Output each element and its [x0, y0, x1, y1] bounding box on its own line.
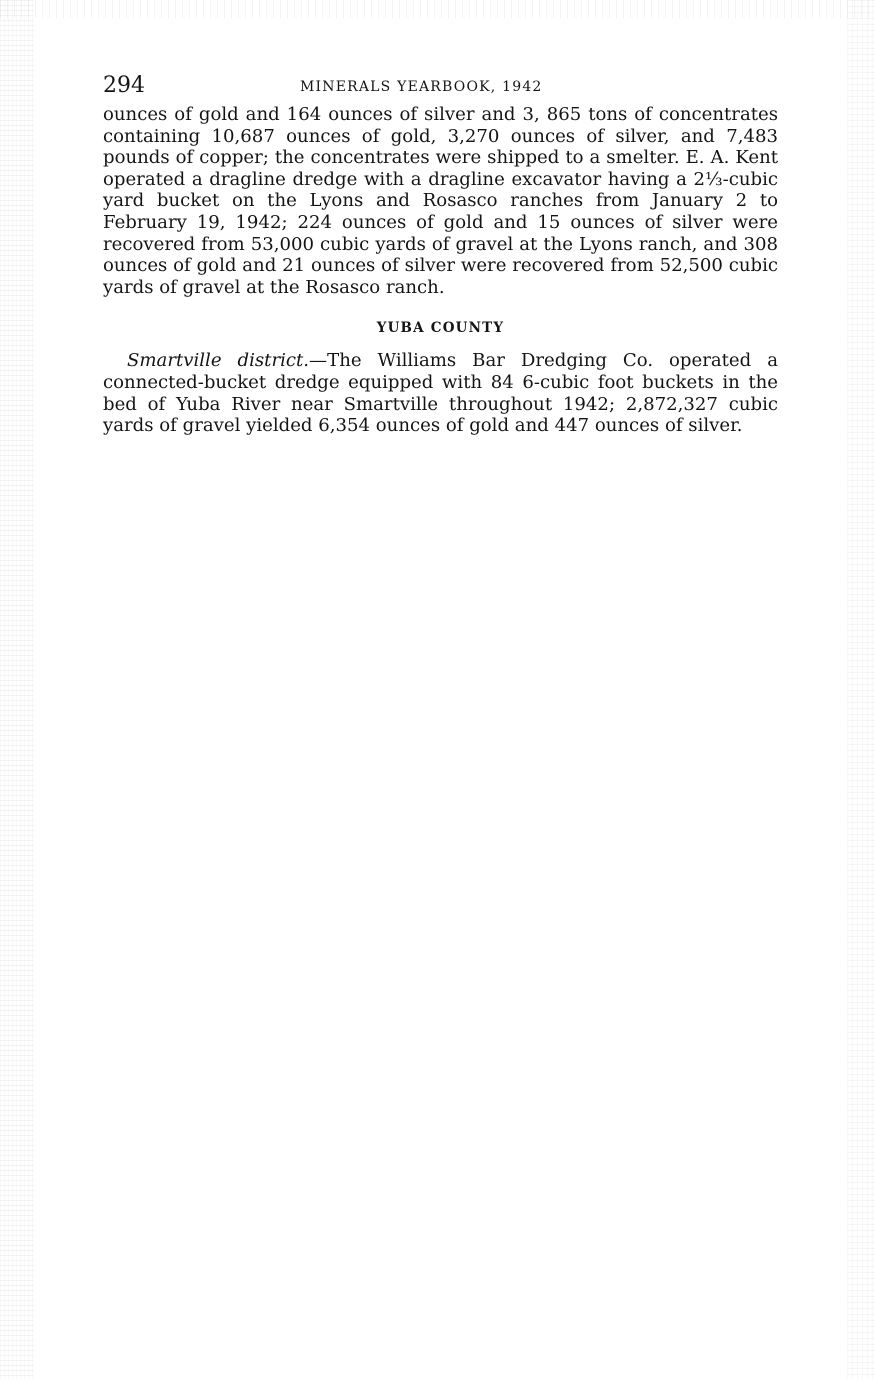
page-number: 294 — [103, 73, 145, 98]
paragraph-2-lead: Smartville district. — [127, 350, 310, 372]
section-title: YUBA COUNTY — [376, 320, 505, 337]
scan-edge-noise-left — [0, 0, 34, 1380]
scan-edge-noise-right — [847, 0, 875, 1380]
paragraph-1: ounces of gold and 164 ounces of silver and 3, 865 tons of concentrates containing 10,687 ounces of gold, 3,270 ounces of silver, and 7,483 pounds of copper; the concentrates were shipped to a smelter. E. A. Kent operated a dragline dredge with a dragline excavator having a 2⅓-cubic yard bucket on the Lyons and Rosasco ranches from January 2 to February 19, 1942; 224 ounces of gold and 15 ounces of silver were recovered from 53,000 cubic yards of gravel at the Lyons ranch, and 308 ounces of gold and 21 ounces of silver were recovered from 52,500 cubic yards of gravel at the Rosasco ranch. — [103, 104, 778, 298]
running-head: MINERALS YEARBOOK, 1942 — [300, 79, 543, 95]
scan-edge-noise-top — [0, 0, 875, 18]
page-header — [103, 72, 778, 104]
paragraph-2 — [103, 350, 778, 436]
paragraph-2-body: —The Williams Bar Dredging Co. operated a connected-bucket dredge equipped with 84 6-cubic foot buckets in the bed of Yuba River near Smartville throughout 1942; 2,872,327 cubic yards of gravel yielded 6,354 ounces of gold and 447 ounces of silver. — [103, 350, 778, 437]
document-page — [103, 72, 778, 437]
